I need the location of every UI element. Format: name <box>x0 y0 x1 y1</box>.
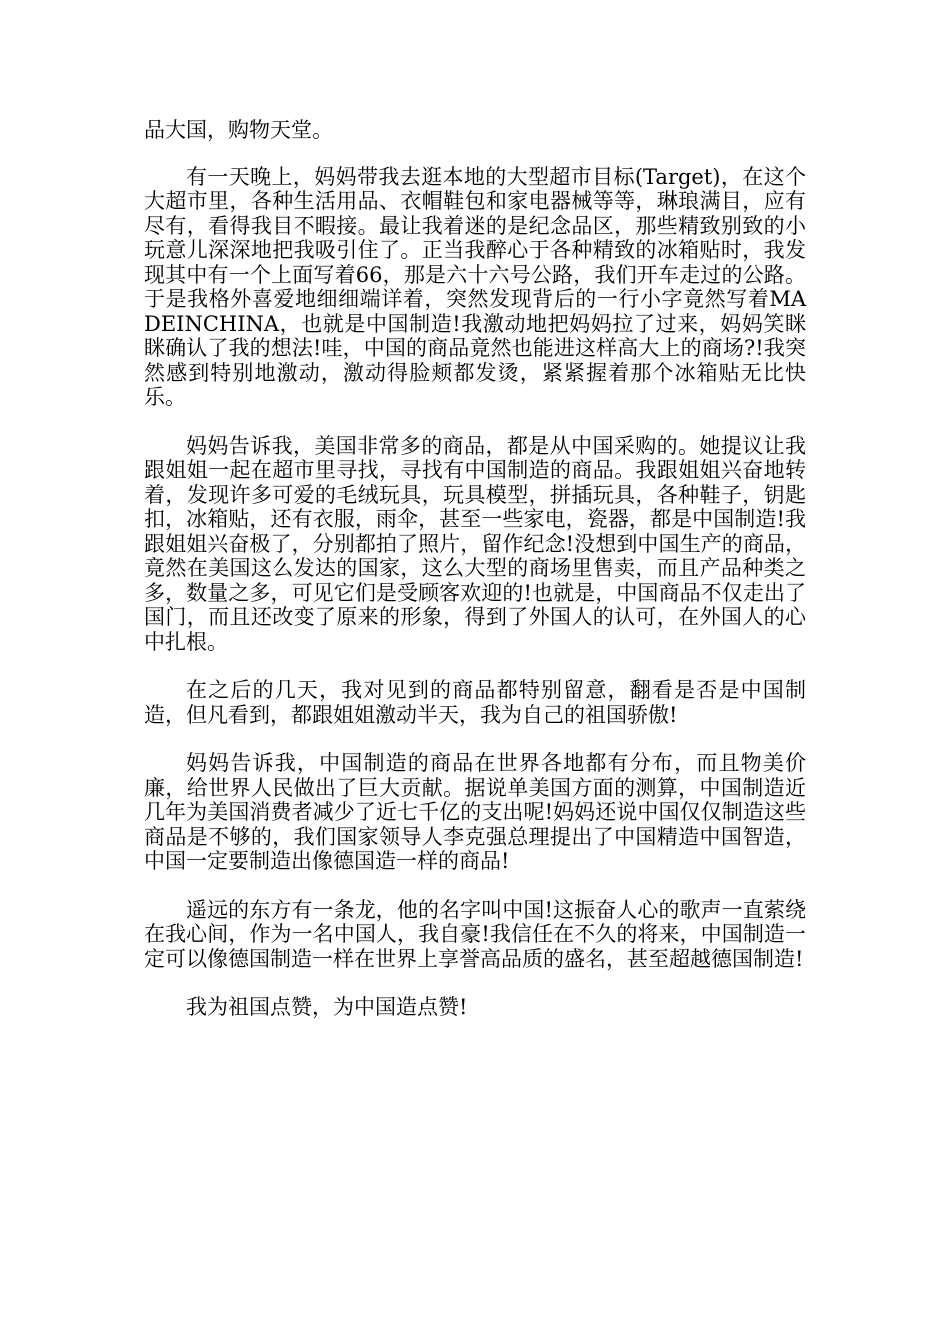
paragraph-6: 遥远的东方有一条龙，他的名字叫中国!这振奋人心的歌声一直萦绕在我心间，作为一名中国人，我自豪!我信任在不久的将来，中国制造一定可以像德国制造一样在世界上享誉高品质的盛名，甚至超越德国制造! <box>144 897 806 971</box>
paragraph-5: 妈妈告诉我，中国制造的商品在世界各地都有分布，而且物美价廉，给世界人民做出了巨大贡献。据说单美国方面的测算，中国制造近几年为美国消费者减少了近七千亿的支出呢!妈妈还说中国仅仅制造这些商品是不够的，我们国家领导人李克强总理提出了中国精造中国智造，中国一定要制造出像德国造一样的商品! <box>144 751 806 873</box>
paragraph-2: 有一天晚上，妈妈带我去逛本地的大型超市目标(Target)，在这个大超市里，各种生活用品、衣帽鞋包和家电器械等等，琳琅满目，应有尽有，看得我目不暇接。最让我着迷的是纪念品区，那些精致别致的小玩意儿深深地把我吸引住了。正当我醉心于各种精致的冰箱贴时，我发现其中有一个上面写着66，那是六十六号公路，我们开车走过的公路。于是我格外喜爱地细细端详着，突然发现背后的一行小字竟然写着MADEINCHINA，也就是中国制造!我激动地把妈妈拉了过来，妈妈笑眯眯确认了我的想法!哇，中国的商品竟然也能进这样高大上的商场?!我突然感到特别地激动，激动得脸颊都发烫，紧紧握着那个冰箱贴无比快乐。 <box>144 164 806 409</box>
document-page <box>144 118 806 1044</box>
paragraph-4: 在之后的几天，我对见到的商品都特别留意，翻看是否是中国制造，但凡看到，都跟姐姐激动半天，我为自己的祖国骄傲! <box>144 678 806 727</box>
paragraph-7: 我为祖国点赞，为中国造点赞! <box>186 995 468 1019</box>
paragraph-1: 品大国，购物天堂。 <box>144 118 333 142</box>
paragraph-3: 妈妈告诉我，美国非常多的商品，都是从中国采购的。她提议让我跟姐姐一起在超市里寻找，寻找有中国制造的商品。我跟姐姐兴奋地转着，发现许多可爱的毛绒玩具，玩具模型，拼插玩具，各种鞋子，钥匙扣，冰箱贴，还有衣服，雨伞，甚至一些家电，瓷器，都是中国制造!我跟姐姐兴奋极了，分别都拍了照片，留作纪念!没想到中国生产的商品，竟然在美国这么发达的国家，这么大型的商场里售卖，而且产品种类之多，数量之多，可见它们是受顾客欢迎的!也就是，中国商品不仅走出了国门，而且还改变了原来的形象，得到了外国人的认可，在外国人的心中扎根。 <box>144 433 806 654</box>
